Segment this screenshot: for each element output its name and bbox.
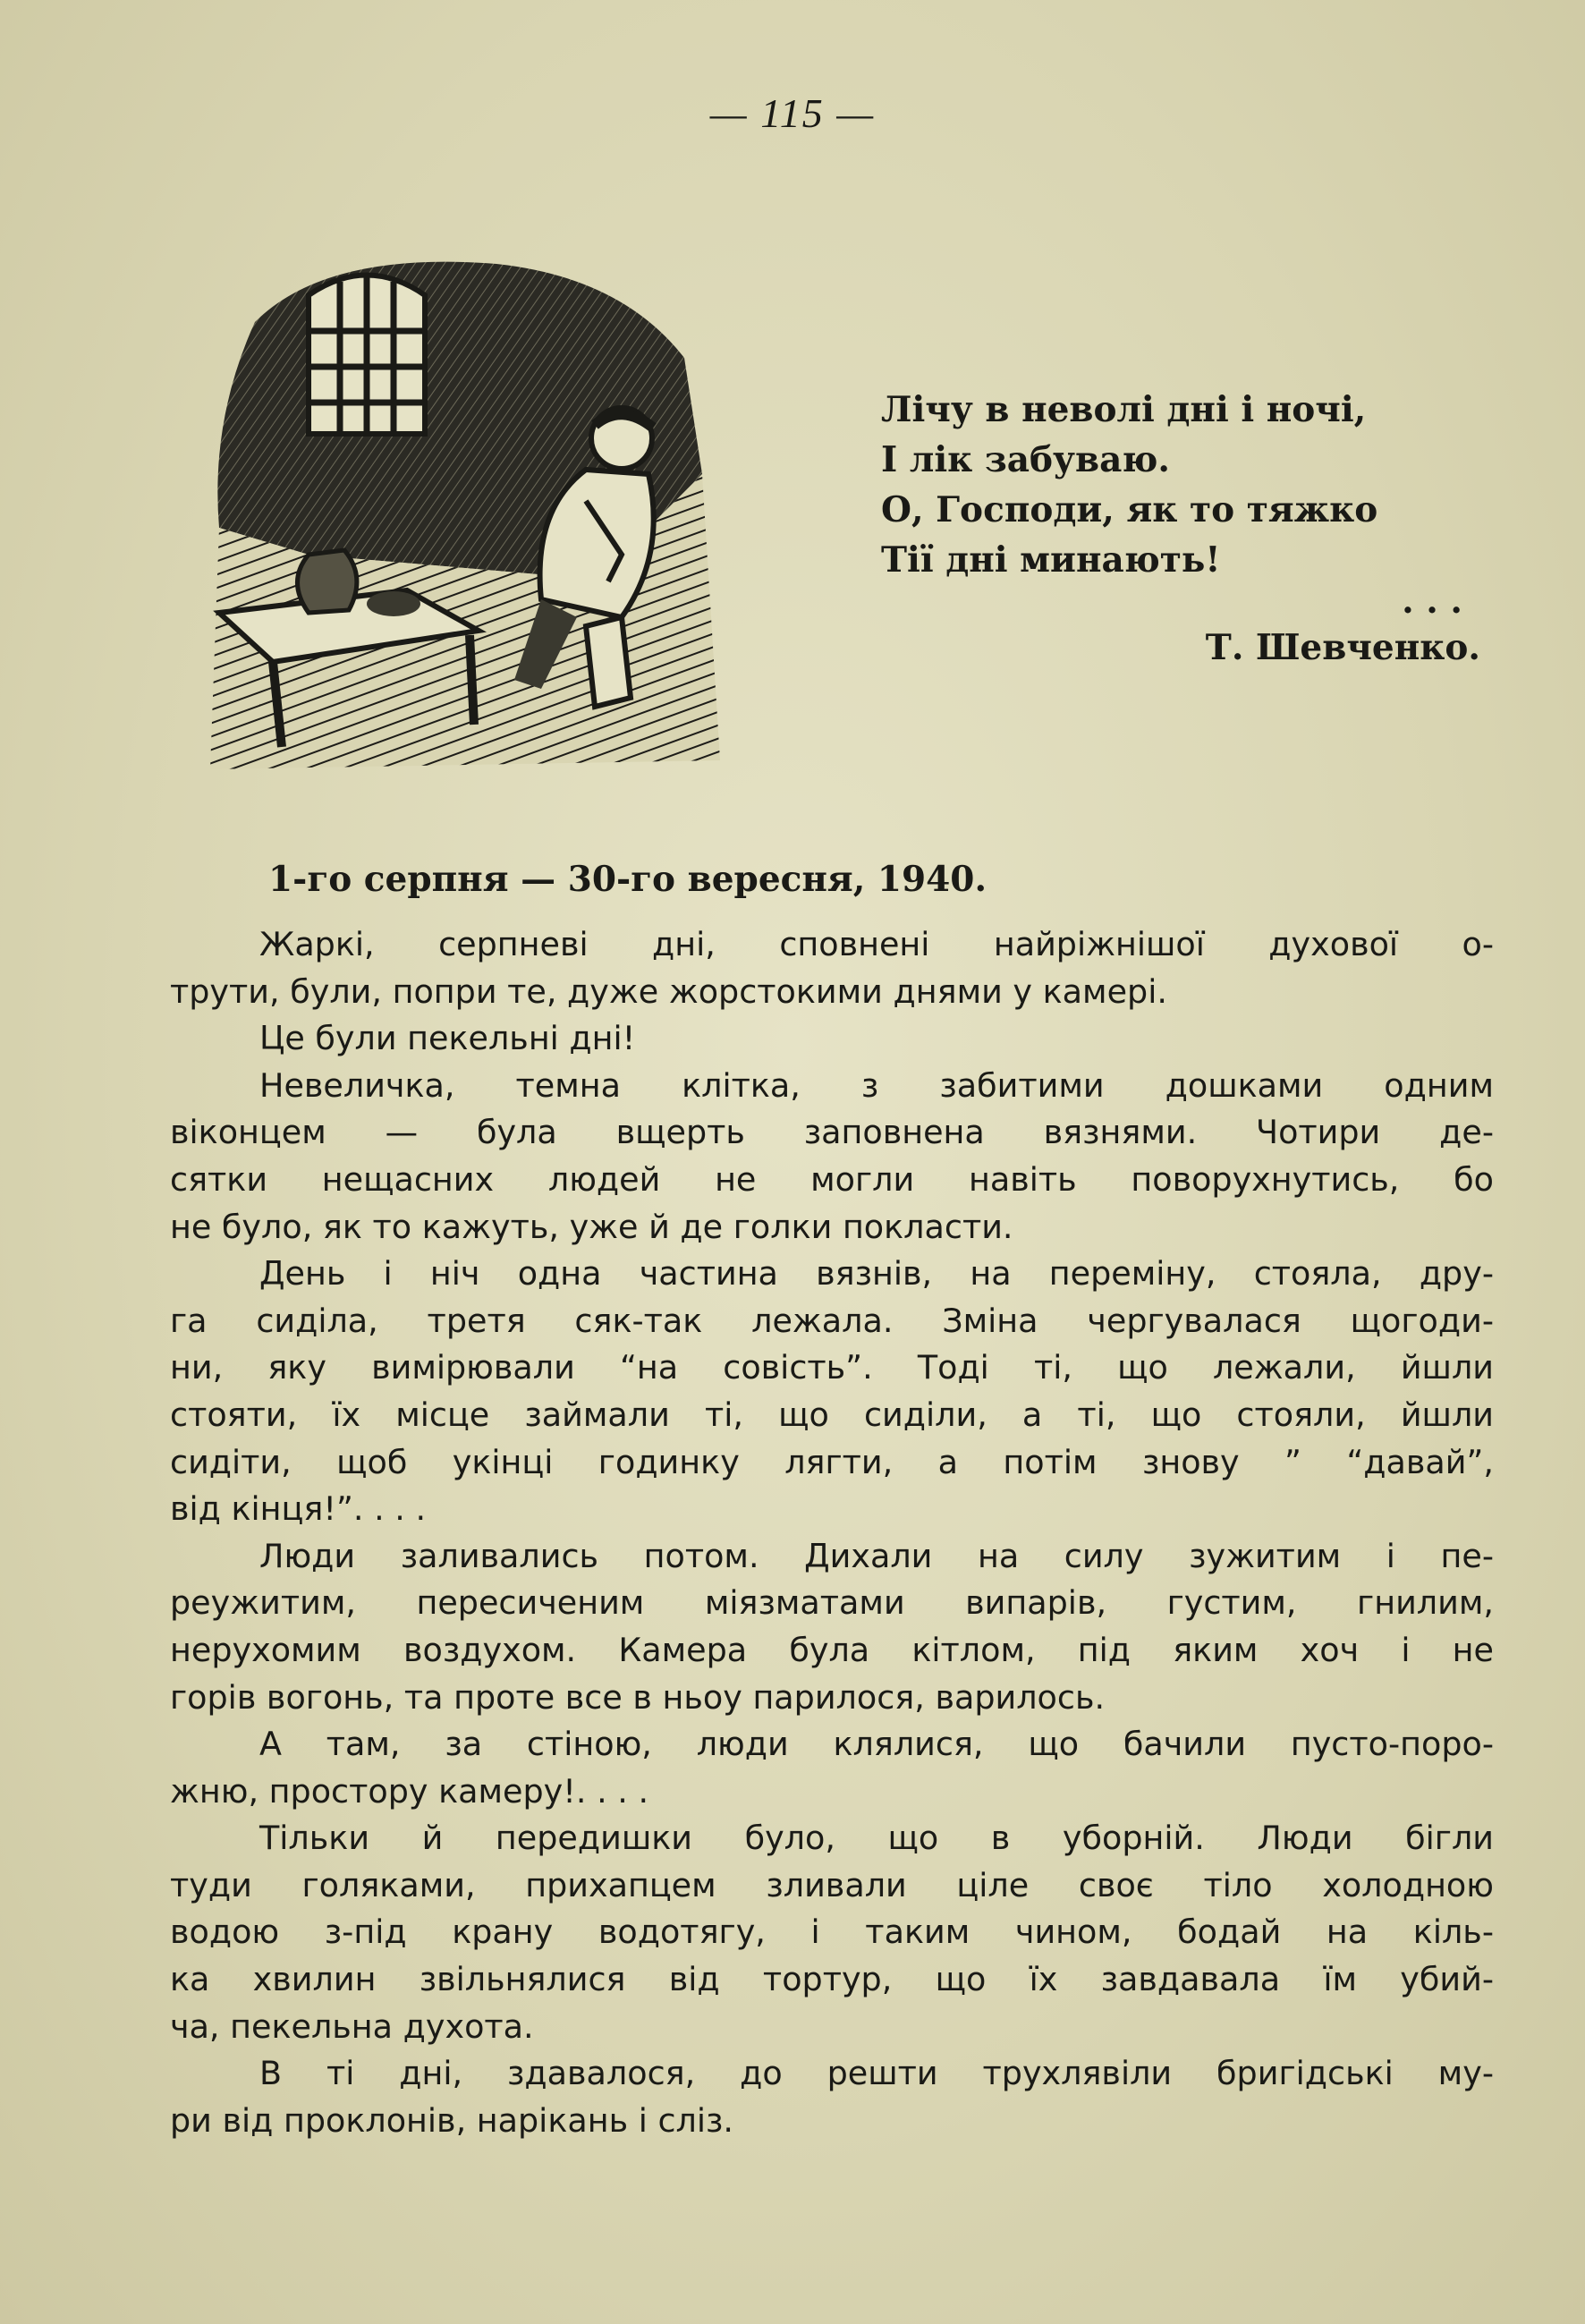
body-line: Люди заливались потом. Дихали на силу зужитим і пе- [259, 1536, 1494, 1575]
body-line: не було, як то кажуть, уже й де голки покласти. [170, 1207, 1013, 1246]
body-line: віконцем — була вщерть заповнена вязнями. Чотири де- [170, 1113, 1494, 1152]
body-line: стояти, їх місце займали ті, що сиділи, а ті, що стояли, йшли [170, 1395, 1494, 1434]
body-line: ри від проклонів, нарікань і сліз. [170, 2100, 733, 2140]
body-line: сидіти, щоб укінці годинку лягти, а потім знову ” “давай”, [170, 1442, 1494, 1481]
body-line: жню, простору камеру!. . . . [170, 1771, 649, 1811]
body-line: ча, пекельна духота. [170, 2006, 534, 2046]
body-line: туди голяками, прихапцем зливали ціле своє тіло холодною [170, 1865, 1494, 1904]
body-line: ка хвилин звільнялися від тортур, що їх завдавала їм убий- [170, 1960, 1494, 1999]
body-line: нерухомим воздухом. Камера була кітлом, під яким хоч і не [170, 1630, 1494, 1669]
epigraph-line: Лічу в неволі дні і ночі, [881, 389, 1367, 430]
epigraph-ellipsis: . . . [1402, 581, 1462, 622]
epigraph-line: І лік забуваю. [881, 439, 1170, 480]
body-line: ни, яку вимірювали “на совість”. Тоді ті, що лежали, йшли [170, 1348, 1494, 1387]
body-line: Жаркі, серпневі дні, сповнені найріжнішої духової о- [259, 925, 1494, 963]
body-line: Це були пекельні дні! [259, 1019, 636, 1058]
epigraph-line: Тії дні минають! [881, 539, 1221, 581]
body-line: В ті дні, здавалося, до решти трухлявіли бригідські му- [259, 2054, 1494, 2093]
body-line: трути, були, попри те, дуже жорстокими днями у камері. [170, 971, 1167, 1011]
body-line: А там, за стіною, люди клялися, що бачили пусто-поро- [259, 1725, 1494, 1764]
body-line: горів вогонь, та проте все в ньоу парилося, варилось. [170, 1677, 1106, 1717]
body-line: га сиділа, третя сяк-так лежала. Зміна чергувалася щогоди- [170, 1301, 1494, 1340]
prison-cell-illustration [201, 259, 729, 778]
body-line: водою з-під крану водотягу, і таким чином, бодай на кіль- [170, 1913, 1494, 1952]
epigraph-poem [881, 385, 1507, 673]
body-text [170, 921, 1494, 2144]
body-line: Невеличка, темна клітка, з забитими дошками одним [259, 1065, 1494, 1105]
body-line: реужитим, пересиченим міязматами випарів, густим, гнилим, [170, 1583, 1494, 1623]
epigraph-author: Т. Шевченко. [1205, 627, 1480, 668]
body-line: сятки нещасних людей не могли навіть поворухнутись, бо [170, 1159, 1494, 1199]
page-number: — 115 — [709, 90, 876, 136]
body-line: День і ніч одна частина вязнів, на переміну, стояла, дру- [259, 1254, 1494, 1293]
body-line: Тільки й передишки було, що в уборній. Люди бігли [259, 1819, 1494, 1858]
entry-date-heading: 1-го серпня — 30-го вересня, 1940. [268, 859, 987, 900]
epigraph-line: О, Господи, як то тяжко [881, 489, 1378, 530]
body-line: від кінця!”. . . . [170, 1489, 427, 1529]
